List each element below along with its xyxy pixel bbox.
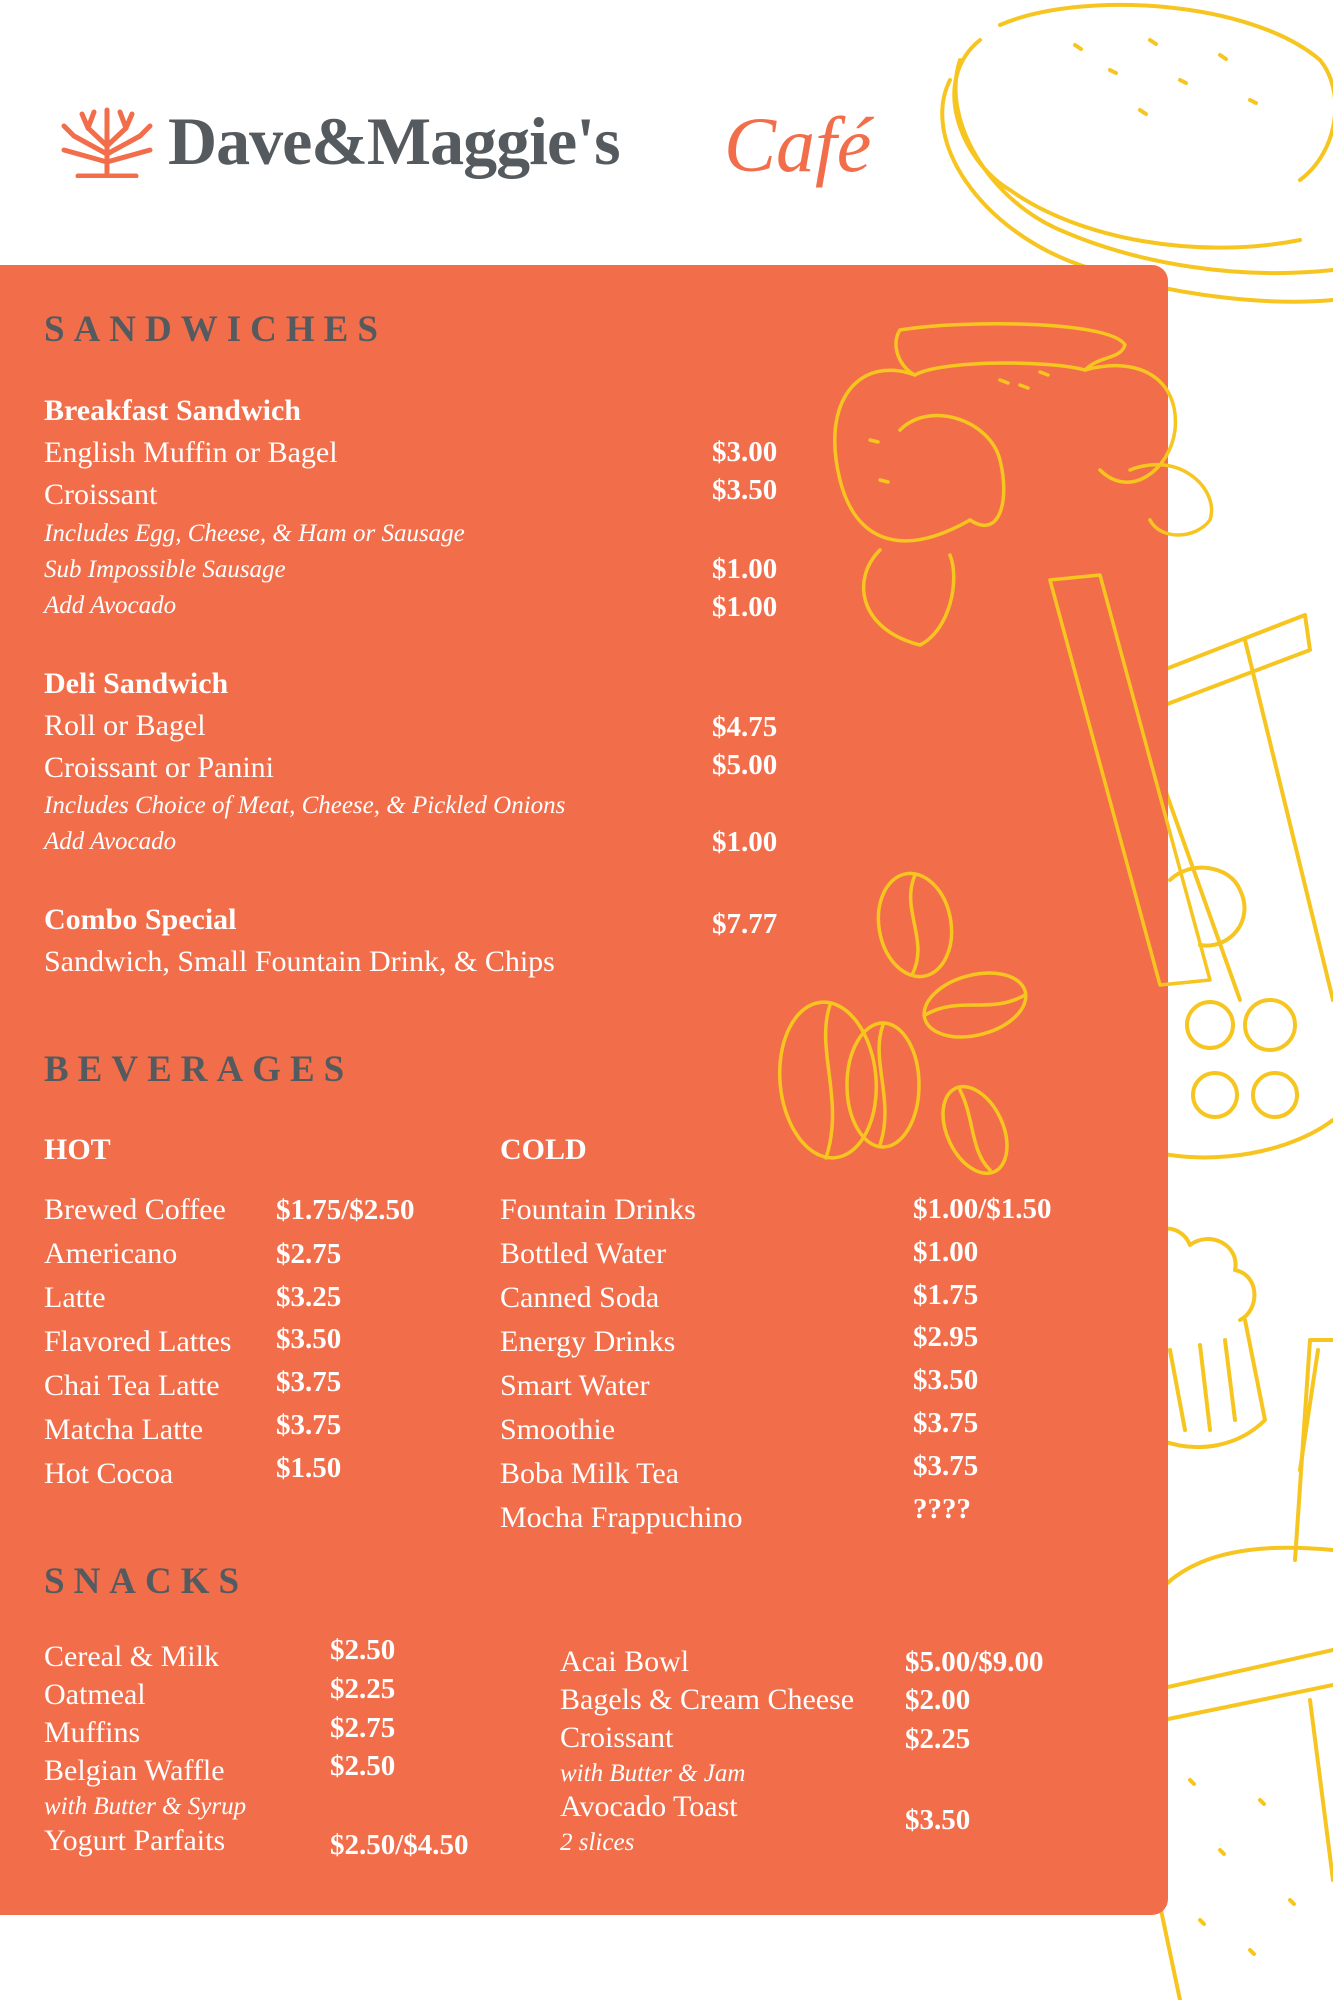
menu-item-price: $1.00 <box>712 826 778 858</box>
menu-item-label: Add Avocado <box>44 592 177 619</box>
menu-item-price: $3.50 <box>276 1323 342 1355</box>
menu-item-note: Includes Choice of Meat, Cheese, & Pickled Onions <box>44 792 566 819</box>
menu-item-price: $2.25 <box>330 1673 396 1705</box>
menu-item-price: $4.75 <box>712 711 778 743</box>
menu-item-price: $3.50 <box>913 1364 979 1396</box>
menu-item-price: $2.50 <box>330 1634 396 1666</box>
menu-item-label: Oatmeal <box>44 1678 146 1711</box>
menu-item-price: $1.50 <box>276 1452 342 1484</box>
menu-item-label: Belgian Waffle <box>44 1754 225 1787</box>
coffee-beans-illustration <box>773 868 1033 1184</box>
menu-item-price: $3.75 <box>913 1407 979 1439</box>
menu-item-note: 2 slices <box>560 1829 635 1856</box>
menu-item-label: Matcha Latte <box>44 1413 204 1446</box>
menu-item-label: Cereal & Milk <box>44 1640 219 1673</box>
menu-item-note: with Butter & Syrup <box>44 1793 247 1820</box>
section-title-snacks: SNACKS <box>44 1561 249 1602</box>
menu-item-label: Boba Milk Tea <box>500 1457 679 1490</box>
menu-item-label: Smoothie <box>500 1413 616 1446</box>
menu-item-price: $3.00 <box>712 436 778 468</box>
straw-illustration <box>1050 575 1210 985</box>
cold-heading: COLD <box>500 1133 587 1166</box>
menu-item-price: $2.50 <box>330 1750 396 1782</box>
menu-item-label: Energy Drinks <box>500 1325 676 1358</box>
menu-item-label: Fountain Drinks <box>500 1193 696 1226</box>
menu-item-label: Bottled Water <box>500 1237 667 1270</box>
menu-item-label: Bagels & Cream Cheese <box>560 1683 855 1716</box>
croissant-illustration <box>835 324 1212 645</box>
menu-item-label: English Muffin or Bagel <box>44 436 338 469</box>
hot-heading: HOT <box>44 1133 111 1166</box>
menu-item-label: Acai Bowl <box>560 1645 690 1678</box>
menu-item-price: $2.75 <box>276 1238 342 1270</box>
menu-item-price: $3.50 <box>712 474 778 506</box>
menu-item-price: $3.75 <box>913 1450 979 1482</box>
menu-item-label: Sub Impossible Sausage <box>44 556 286 583</box>
section-title-beverages: BEVERAGES <box>44 1049 354 1090</box>
menu-item-label: Canned Soda <box>500 1281 660 1314</box>
menu-item-label: Brewed Coffee <box>44 1193 226 1226</box>
menu-item-price: $1.75 <box>913 1279 979 1311</box>
brand-name: Dave&Maggie's <box>168 103 620 179</box>
menu-item-price: $5.00 <box>712 749 778 781</box>
brand-cafe: Café <box>724 101 872 188</box>
menu-item-label: Avocado Toast <box>560 1790 738 1823</box>
combo-price: $7.77 <box>712 908 778 940</box>
menu-item-price: $2.95 <box>913 1321 979 1353</box>
menu-item-label: Muffins <box>44 1716 141 1749</box>
menu-item-label: Roll or Bagel <box>44 709 206 742</box>
menu-item-label: Yogurt Parfaits <box>44 1824 226 1857</box>
combo-description: Sandwich, Small Fountain Drink, & Chips <box>44 945 555 978</box>
menu-item-price: $1.00 <box>712 553 778 585</box>
menu-item-price: $3.25 <box>276 1281 342 1313</box>
menu-item-label: Smart Water <box>500 1369 650 1402</box>
menu-item-label: Americano <box>44 1237 178 1270</box>
menu-item-price: $3.75 <box>276 1366 342 1398</box>
menu-item-price: $3.75 <box>276 1409 342 1441</box>
menu-item-label: Croissant or Panini <box>44 751 274 784</box>
menu-item-label: Croissant <box>560 1721 674 1754</box>
breakfast-sandwich-heading: Breakfast Sandwich <box>44 394 301 427</box>
menu-item-price: $2.75 <box>330 1712 396 1744</box>
menu-item-price: $2.25 <box>905 1723 971 1755</box>
section-title-sandwiches: SANDWICHES <box>44 309 387 350</box>
menu-item-price: $2.50/$4.50 <box>330 1829 469 1861</box>
menu-item-label: Chai Tea Latte <box>44 1369 220 1402</box>
menu-item-note: with Butter & Jam <box>560 1760 746 1787</box>
menu-item-price: $1.75/$2.50 <box>276 1194 415 1226</box>
menu-item-label: Croissant <box>44 478 158 511</box>
menu-item-price: $1.00 <box>913 1236 979 1268</box>
menu-item-note: Includes Egg, Cheese, & Ham or Sausage <box>44 520 465 547</box>
menu-item-label: Latte <box>44 1281 106 1314</box>
combo-special-heading: Combo Special <box>44 903 237 936</box>
menu-item-price: $1.00 <box>712 591 778 623</box>
menu-item-label: Hot Cocoa <box>44 1457 174 1490</box>
menu-item-label: Add Avocado <box>44 828 177 855</box>
menu-item-price: $3.50 <box>905 1804 971 1836</box>
menu-item-price: $1.00/$1.50 <box>913 1193 1052 1225</box>
deli-sandwich-heading: Deli Sandwich <box>44 667 229 700</box>
menu-item-price: $5.00/$9.00 <box>905 1646 1044 1678</box>
menu-item-label: Flavored Lattes <box>44 1325 232 1358</box>
menu-item-price: $2.00 <box>905 1684 971 1716</box>
menu-item-label: Mocha Frappuchino <box>500 1501 743 1534</box>
menu-item-price: ???? <box>913 1493 971 1525</box>
